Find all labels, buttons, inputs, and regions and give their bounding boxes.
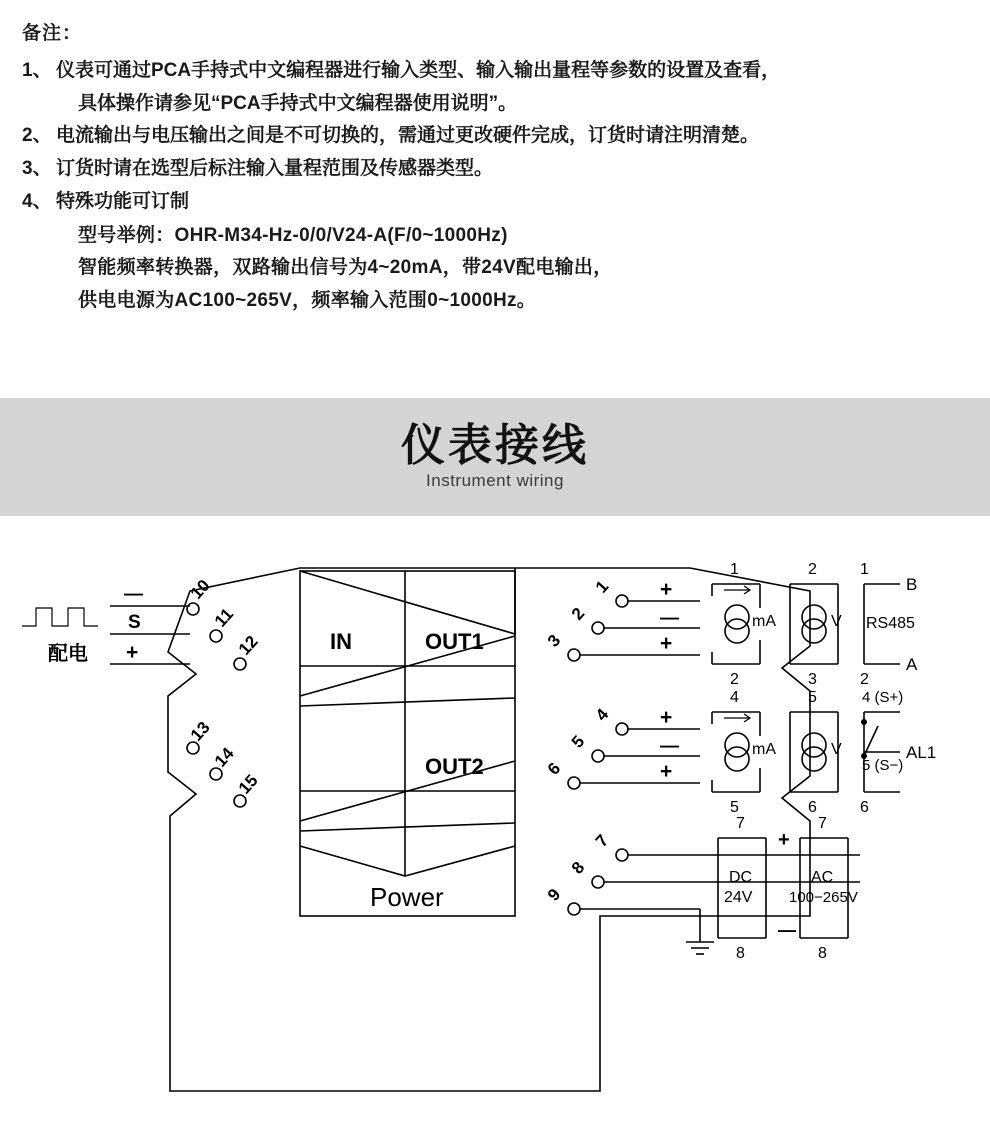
- terminal-7: 7: [591, 830, 613, 851]
- terminal-15: 15: [234, 770, 262, 798]
- block-label-out1: OUT1: [425, 629, 484, 654]
- out2-ma-top: 4: [730, 689, 739, 706]
- dc-minus: —: [778, 920, 796, 940]
- note-text: 仪表可通过PCA手持式中文编程器进行输入类型、输入输出量程等参数的设置及查看，: [56, 60, 781, 81]
- banner-title-cn: 仪表接线: [401, 420, 589, 470]
- note-item-1-continuation: 具体操作请参见“PCA手持式中文编程器使用说明”。: [78, 93, 518, 115]
- out1-v-top: 2: [808, 561, 817, 578]
- terminal-12: 12: [234, 631, 262, 659]
- model-example-line-2: 智能频率转换器，双路输出信号为4~20mA，带24V配电输出，: [78, 257, 613, 279]
- left-sign-plus: +: [126, 641, 139, 664]
- out2-ma-label: mA: [752, 741, 776, 758]
- alarm-top: 4 (S+): [862, 689, 904, 706]
- model-example-line-3: 供电电源为AC100~265V，频率输入范围0~1000Hz。: [78, 290, 537, 312]
- out1-ma-top: 1: [730, 561, 739, 578]
- block-label-out2: OUT2: [425, 754, 484, 779]
- sign-plus-3: +: [660, 706, 673, 729]
- dc-label-1: DC: [729, 869, 753, 886]
- alarm-bottom: 6: [860, 799, 869, 816]
- left-label-peidian: 配电: [48, 643, 88, 665]
- terminal-6: 6: [543, 758, 565, 779]
- section-banner: [0, 398, 990, 516]
- rs485-top: 1: [860, 561, 869, 578]
- sign-plus-4: +: [660, 760, 673, 783]
- terminal-3: 3: [543, 630, 565, 651]
- banner-title-en: Instrument wiring: [426, 471, 564, 491]
- dc-top: 7: [736, 815, 745, 832]
- model-example-line-1: 型号举例：OHR-M34-Hz-0/0/V24-A(F/0~1000Hz): [78, 224, 508, 246]
- out2-v-label: V: [831, 741, 842, 758]
- out1-v-label: V: [831, 613, 842, 630]
- rs485-label: RS485: [866, 615, 915, 632]
- note-item-4: [22, 186, 968, 217]
- terminal-10: 10: [186, 575, 214, 603]
- note-text: 订货时请在选型后标注输入量程范围及传感器类型。: [56, 158, 494, 180]
- terminal-13: 13: [186, 717, 214, 745]
- note-number: 1、: [22, 60, 52, 81]
- sign-plus-1: +: [660, 578, 673, 601]
- block-label-power: Power: [370, 882, 444, 912]
- out2-ma-bottom: 5: [730, 799, 739, 816]
- terminal-9: 9: [543, 884, 565, 905]
- terminal-2: 2: [567, 603, 589, 624]
- ac-bottom: 8: [818, 945, 827, 962]
- terminal-5: 5: [567, 731, 589, 752]
- out1-ma-label: mA: [752, 613, 776, 630]
- out1-ma-bottom: 2: [730, 671, 739, 688]
- left-sign-s: S: [128, 612, 141, 633]
- ac-label-2: 100−265V: [789, 889, 858, 906]
- wiring-diagram: [0, 516, 990, 1145]
- terminal-8: 8: [567, 857, 589, 878]
- ac-top: 7: [818, 815, 827, 832]
- alarm-mid: 5 (S−): [862, 757, 904, 774]
- terminal-14: 14: [210, 743, 238, 771]
- terminal-11: 11: [210, 604, 238, 631]
- rs485-a: A: [906, 655, 918, 674]
- dc-bottom: 8: [736, 945, 745, 962]
- notes-header: 备注：: [22, 23, 83, 44]
- note-number: 2、: [22, 124, 52, 146]
- note-item-2: [22, 120, 968, 151]
- note-text: 电流输出与电压输出之间是不可切换的，需通过更改硬件完成，订货时请注明清楚。: [56, 124, 760, 146]
- terminal-4: 4: [591, 704, 613, 725]
- dc-label-2: 24V: [724, 889, 753, 906]
- out2-v-top: 5: [808, 689, 817, 706]
- note-text: 特殊功能可订制: [56, 191, 190, 213]
- notes-section: [0, 0, 990, 328]
- sign-minus-1: —: [660, 608, 679, 629]
- rs485-b: B: [906, 575, 918, 594]
- rs485-bottom: 2: [860, 671, 869, 688]
- terminal-1: 1: [591, 576, 613, 597]
- note-item-1: [22, 55, 968, 86]
- note-number: 3、: [22, 158, 52, 180]
- ac-label-1: AC: [811, 869, 834, 886]
- left-sign-minus: —: [124, 584, 143, 605]
- note-item-3: [22, 153, 968, 184]
- sign-minus-2: —: [660, 736, 679, 757]
- dc-plus: +: [778, 829, 790, 851]
- alarm-label: AL1: [906, 743, 937, 762]
- sign-plus-2: +: [660, 632, 673, 655]
- out2-v-bottom: 6: [808, 799, 817, 816]
- out1-v-bottom: 3: [808, 671, 817, 688]
- block-label-in: IN: [330, 629, 352, 654]
- note-number: 4、: [22, 191, 52, 213]
